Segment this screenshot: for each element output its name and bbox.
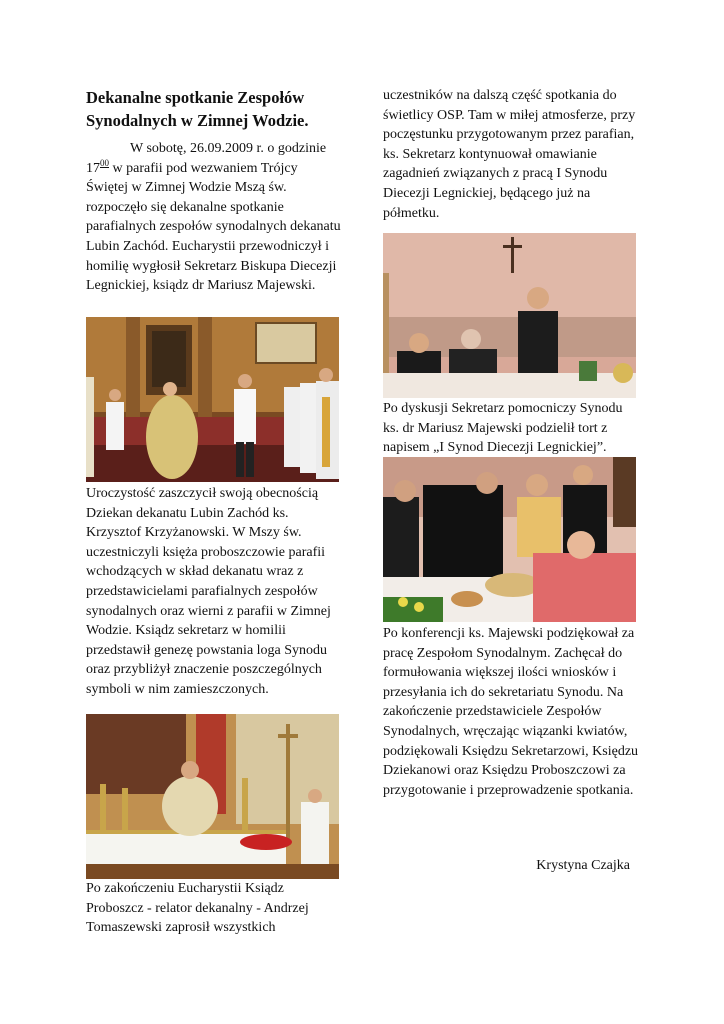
photo-church-procession: [86, 317, 339, 482]
paragraph-2: Uroczystość zaszczycił swoją obecnością Dziekan dekanatu Lubin Zachód ks. Krzysztof Krzyżanowski. W Mszy św. uczestniczyli księża proboszczowie parafii wchodzących w skład dekanatu wraz z przedstawicielami parafialnych zespołów synodalnych oraz wierni z parafii w Zimnej Wodzie. Ksiądz sekretarz w homilii przedstawił genezę powstania loga Synodu oraz przybliżył znaczenie poszczególnych symboli w nim zamieszczonych.: [86, 486, 331, 697]
article-title: [86, 86, 342, 132]
intro-after-time: w parafii pod wezwaniem Trójcy Świętej w Zimnej Wodzie Mszą św. rozpoczęło się dekanalne spotkanie parafialnych zespołów synodalnych dekanatu Lubin Zachód. Eucharystii przewodniczył i homilię wygłosił Sekretarz Biskupa Diecezji Legnickiej, ksiądz dr Mariusz Majewski.: [86, 160, 341, 294]
photo-meeting-hall: [383, 233, 636, 398]
photo-cake-sharing: [383, 457, 636, 622]
title-line-1: Dekanalne spotkanie Zespołów: [86, 88, 305, 107]
photo-altar-mass: [86, 714, 339, 879]
intro-time-superscript: 00: [100, 157, 109, 168]
author-signature: Krystyna Czajka: [536, 858, 630, 873]
intro-before-time: W sobotę, 26.09.2009 r. o godzinie 17: [86, 141, 327, 176]
title-line-2: Synodalnych w Zimnej Wodzie.: [86, 111, 309, 130]
left-column: [86, 86, 342, 296]
paragraph-6: Po konferencji ks. Majewski podziękował za pracę Zespołom Synodalnym. Zachęcał do formułowania większej ilości wniosków i przesyłania ich do sekretariatu Synodu. Na zakończenie przedstawiciele Zespołów Synodalnych, wręczając wiązanki kwiatów, podziękowali Księdzu Sekretarzowi, Księdzu Dziekanowi oraz Księdzu Proboszczowi za przygotowanie i przeprowadzenie spotkania.: [383, 626, 639, 798]
paragraph-5: Po dyskusji Sekretarz pomocniczy Synodu ks. dr Mariusz Majewski podzielił tort z napisem „I Synod Diecezji Legnickiej”.: [383, 401, 623, 456]
intro-paragraph: [86, 139, 342, 296]
paragraph-3: Po zakończeniu Eucharystii Ksiądz Proboszcz - relator dekanalny - Andrzej Tomaszewski zaprosił wszystkich: [86, 881, 309, 936]
paragraph-4: uczestników na dalszą część spotkania do świetlicy OSP. Tam w miłej atmosferze, przy poczęstunku przygotowanym przez parafian, ks. Sekretarz kontynuował omawianie zagadnień związanych z pracą I Synodu Diecezji Legnickiej, będącego już na półmetku.: [383, 88, 636, 221]
